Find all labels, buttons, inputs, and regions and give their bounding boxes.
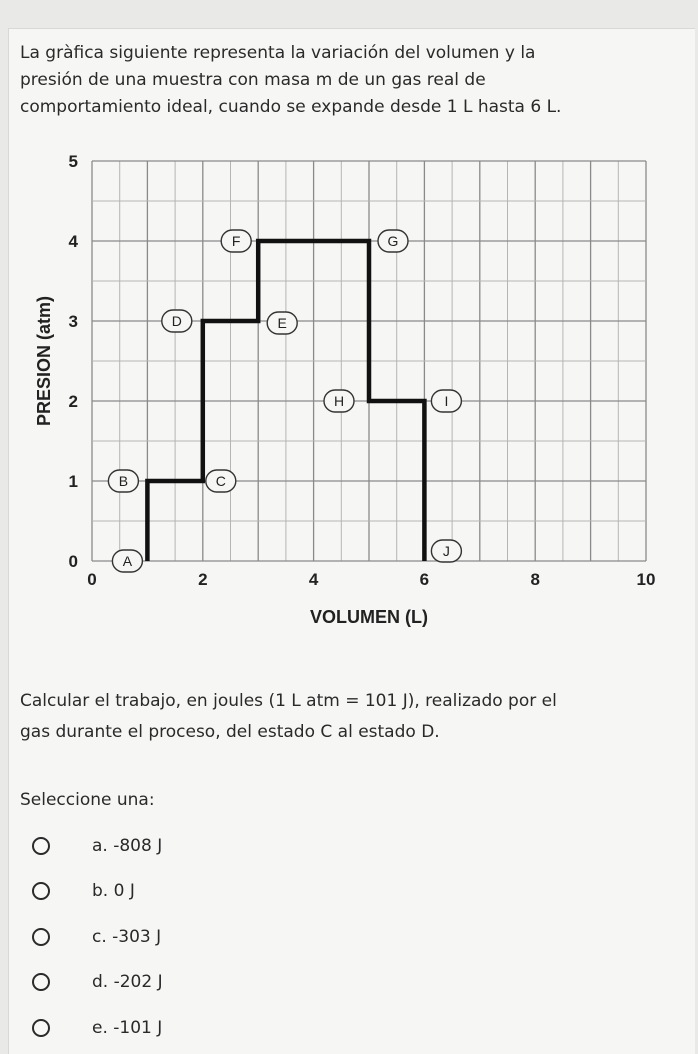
option-c-label[interactable]: c. -303 J bbox=[92, 927, 162, 947]
prompt-line-2: gas durante el proceso, del estado C al estado D. bbox=[20, 722, 440, 742]
point-label: E bbox=[277, 315, 287, 331]
radio-icon[interactable] bbox=[32, 882, 50, 900]
radio-icon[interactable] bbox=[32, 837, 50, 855]
x-tick-label: 2 bbox=[198, 570, 208, 589]
y-tick-label: 2 bbox=[68, 392, 78, 411]
option-d[interactable] bbox=[28, 964, 428, 1000]
option-a-label[interactable]: a. -808 J bbox=[92, 836, 163, 856]
y-tick-label: 3 bbox=[68, 312, 78, 331]
point-label: C bbox=[215, 473, 226, 489]
option-e-label[interactable]: e. -101 J bbox=[92, 1018, 163, 1038]
point-label: A bbox=[122, 553, 133, 569]
pv-chart bbox=[0, 140, 698, 640]
y-tick-label: 4 bbox=[68, 232, 78, 251]
point-label: I bbox=[444, 393, 449, 409]
point-label: G bbox=[387, 233, 399, 249]
y-tick-label: 5 bbox=[68, 152, 78, 171]
option-b-label[interactable]: b. 0 J bbox=[92, 881, 135, 901]
question-text bbox=[20, 40, 670, 121]
x-tick-label: 6 bbox=[419, 570, 430, 589]
question-prompt bbox=[20, 686, 680, 748]
question-line-3: comportamiento ideal, cuando se expande desde 1 L hasta 6 L. bbox=[20, 97, 562, 117]
point-label: J bbox=[442, 543, 450, 559]
x-tick-label: 0 bbox=[87, 570, 97, 589]
point-label: B bbox=[118, 473, 129, 489]
radio-icon[interactable] bbox=[32, 973, 50, 991]
point-label: H bbox=[333, 393, 345, 409]
option-c[interactable] bbox=[28, 919, 428, 955]
x-axis-label: VOLUMEN (L) bbox=[310, 607, 428, 627]
point-label: F bbox=[231, 233, 241, 249]
x-tick-label: 10 bbox=[636, 570, 656, 589]
question-line-1: La gràfica siguiente representa la variación del volumen y la bbox=[20, 43, 536, 63]
x-tick-label: 4 bbox=[308, 570, 319, 589]
y-axis-label: PRESION (atm) bbox=[34, 295, 54, 427]
question-line-2: presión de una muestra con masa m de un gas real de bbox=[20, 70, 486, 90]
option-b[interactable] bbox=[28, 873, 428, 909]
radio-icon[interactable] bbox=[32, 1019, 50, 1037]
prompt-line-1: Calcular el trabajo, en joules (1 L atm = 101 J), realizado por el bbox=[20, 691, 557, 711]
option-a[interactable] bbox=[28, 828, 428, 864]
y-tick-label: 1 bbox=[68, 472, 78, 491]
point-label: D bbox=[171, 313, 182, 329]
pv-chart-svg bbox=[0, 140, 698, 640]
x-tick-label: 8 bbox=[530, 570, 540, 589]
select-label: Seleccione una: bbox=[20, 790, 155, 810]
option-e[interactable] bbox=[28, 1010, 428, 1046]
option-d-label[interactable]: d. -202 J bbox=[92, 972, 163, 992]
y-tick-label: 0 bbox=[68, 552, 78, 571]
radio-icon[interactable] bbox=[32, 928, 50, 946]
